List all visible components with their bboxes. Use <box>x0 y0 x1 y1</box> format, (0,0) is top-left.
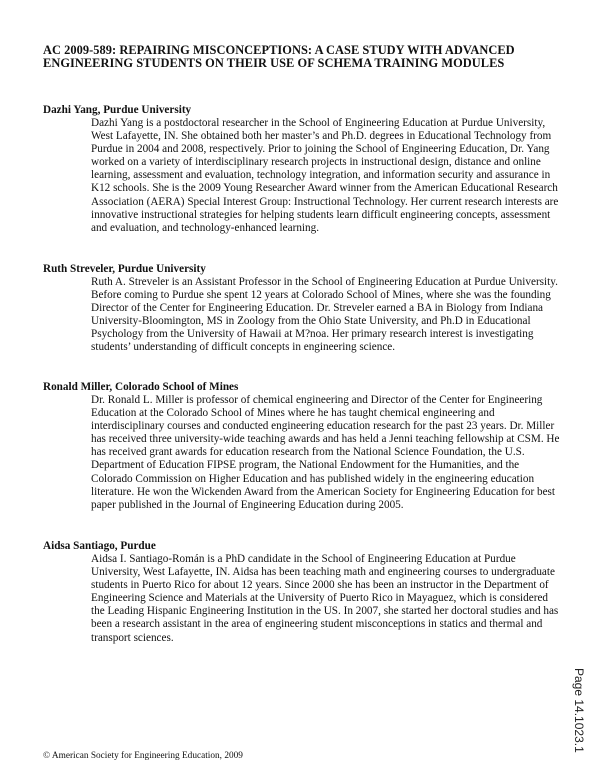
author-name: Ronald Miller, Colorado School of Mines <box>43 381 239 393</box>
copyright-footer: © American Society for Engineering Education, 2009 <box>43 751 243 761</box>
author-bio: Aidsa I. Santiago-Román is a PhD candidate in the School of Engineering Education at Purdue University, West Lafayette, IN. Aidsa has been teaching math and engineering courses to undergraduate students in Puerto Rico for about 12 years. Since 2000 she has been an instructor in the Department of Engineering Science and Materials at the University of Puerto Rico in Mayaguez, which is considered the Leading Hispanic Engineering Institution in the US. In 2007, she started her doctoral studies and has been a research assistant in the area of engineering student misconceptions in statics and thermal and transport sciences. <box>91 553 559 644</box>
author-name: Aidsa Santiago, Purdue <box>43 540 156 552</box>
author-name: Ruth Streveler, Purdue University <box>43 263 206 275</box>
author-bio: Dr. Ronald L. Miller is professor of chemical engineering and Director of the Center for Engineering Education at the Colorado School of Mines where he has taught chemical engineering and interdisciplinary courses and conducted engineering education research for the past 23 years. Dr. Miller has received three university-wide teaching awards and has held a Jenni teaching fellowship at CSM. He has received grant awards for education research from the National Science Foundation, the U.S. Department of Education FIPSE program, the National Endowment for the Humanities, and the Colorado Commission on Higher Education and has published widely in the engineering education literature. He won the Wickenden Award from the American Society for Engineering Education for best paper published in the Journal of Engineering Education during 2005. <box>91 394 560 511</box>
author-block-santiago <box>43 540 563 645</box>
author-bio: Dazhi Yang is a postdoctoral researcher in the School of Engineering Education at Purdue University, West Lafayette, IN. She obtained both her master’s and Ph.D. degrees in Educational Technology from Purdue in 2004 and 2008, respectively. Prior to joining the School of Engineering Education, Dr. Yang worked on a variety of interdisciplinary research projects in instructional design, distance and online learning, assessment and evaluation, technology integration, and information security and assurance in K12 schools. She is the 2009 Young Researcher Award winner from the American Educational Research Association (AERA) Special Interest Group: Instructional Technology. Her current research interests are innovative instructional strategies for helping students learn difficult engineering concepts, assessment and evaluation, and technology-enhanced learning. <box>91 117 559 234</box>
author-block-yang <box>43 104 563 235</box>
author-bio: Ruth A. Streveler is an Assistant Professor in the School of Engineering Education at Purdue University. Before coming to Purdue she spent 12 years at Colorado School of Mines, where she was the founding Director of the Center for Engineering Education. Dr. Streveler earned a BA in Biology from Indiana University-Bloomington, MS in Zoology from the Ohio State University, and Ph.D in Educational Psychology from the University of Hawaii at M?noa. Her primary research interest is investigating students’ understanding of difficult concepts in engineering science. <box>91 276 558 354</box>
author-name: Dazhi Yang, Purdue University <box>43 104 192 116</box>
paper-title: AC 2009-589: REPAIRING MISCONCEPTIONS: A CASE STUDY WITH ADVANCED ENGINEERING STUDENTS ON THEIR USE OF SCHEMA TRAINING MODULES <box>43 43 515 71</box>
page-number: Page 14.1023.1 <box>572 668 586 753</box>
author-block-streveler <box>43 263 563 355</box>
author-block-miller <box>43 381 563 512</box>
